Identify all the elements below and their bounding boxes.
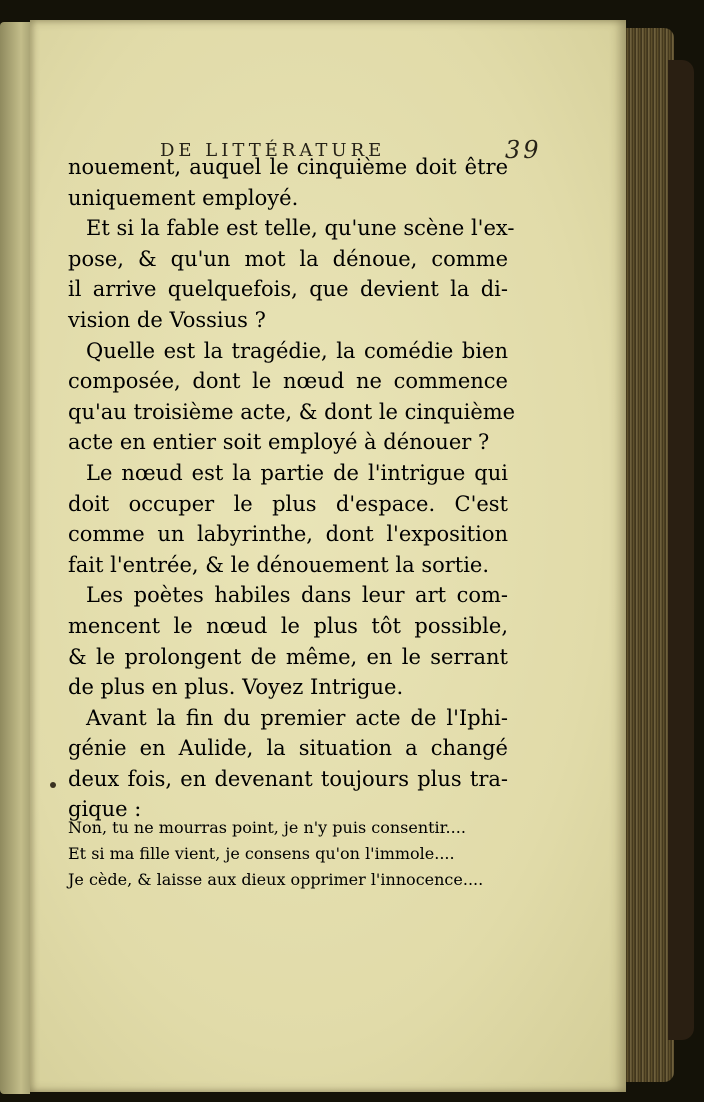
page-edges [626,28,674,1082]
paragraph [68,152,508,213]
paragraph [68,336,516,458]
previous-page-edge [0,22,30,1094]
text-line: nouement, auquel le cinquième doit être [68,155,508,179]
text-line: mencent le nœud le plus tôt possible, [68,613,508,638]
page-number: 39 [505,136,542,164]
text-line: acte en entier soit employé à dénouer ? [68,430,490,455]
verse-quotation [68,815,508,893]
paragraph [68,703,508,825]
margin-mark [50,782,56,788]
verse-line: Je cède, & laisse aux dieux opprimer l'innocence.... [68,870,484,889]
text-line: doit occuper le plus d'espace. C'est [68,491,508,516]
text-line: deux fois, en devenant toujours plus tra- [68,766,508,791]
text-line: Les poètes habiles dans leur art com- [86,583,508,608]
paragraph [68,458,508,580]
text-line: vision de Vossius ? [68,307,266,332]
text-line: il arrive quelquefois, que devient la di- [68,277,508,302]
text-line: gique : [68,797,142,822]
text-line: Avant la fin du premier acte de l'Iphi- [86,705,508,730]
text-line: qu'au troisième acte, & dont le cinquième [68,399,516,424]
text-line: & le prolongent de même, en le serrant [68,644,508,669]
text-line: fait l'entrée, & le dénouement la sortie. [68,552,490,577]
text-line: génie en Aulide, la situation a changé [68,736,508,761]
text-line: composée, dont le nœud ne commence [68,369,508,394]
verse-line: Non, tu ne mourras point, je n'y puis consentir.... [68,818,466,837]
text-line: Et si la fable est telle, qu'une scène l'ex- [86,216,515,241]
text-line: pose, & qu'un mot la dénoue, comme [68,246,508,271]
text-line: Le nœud est la partie de l'intrigue qui [86,460,508,485]
verse-line: Et si ma fille vient, je consens qu'on l'immole.... [68,844,455,863]
text-line: uniquement employé. [68,185,299,210]
text-line: comme un labyrinthe, dont l'exposition [68,522,508,547]
paragraph [68,213,515,335]
paragraph [68,580,508,702]
text-line: de plus en plus. Voyez Intrigue. [68,675,404,700]
book-cover-edge [668,60,694,1040]
text-line: Quelle est la tragédie, la comédie bien [86,338,508,363]
running-title: DE LITTÉRATURE [160,140,386,161]
body-text [68,152,516,825]
